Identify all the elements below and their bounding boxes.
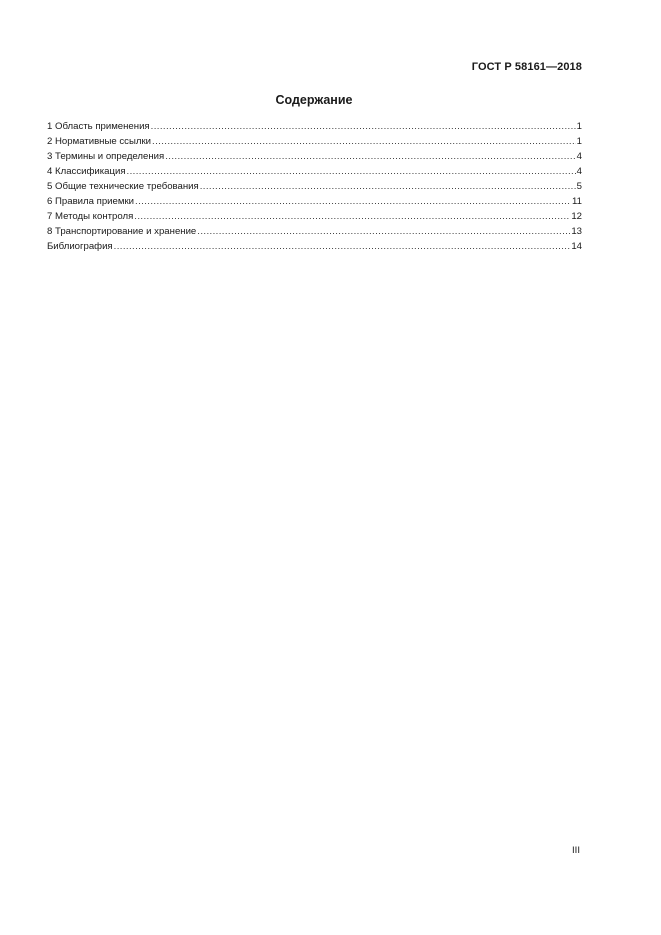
toc-leader-dots <box>200 179 576 194</box>
toc-item-page: 4 <box>576 151 582 162</box>
document-number: ГОСТ Р 58161—2018 <box>471 61 582 73</box>
toc-item-page: 1 <box>576 136 582 147</box>
toc-item-page: 11 <box>572 196 582 207</box>
toc-item-normative-references[interactable] <box>47 134 582 149</box>
toc-item-page: 12 <box>571 211 582 222</box>
toc-leader-dots <box>127 164 576 179</box>
toc-item-page: 5 <box>576 181 582 192</box>
toc-item-label: 3 Термины и определения <box>47 151 165 162</box>
toc-item-terms-definitions[interactable] <box>47 149 582 164</box>
toc-leader-dots <box>197 224 570 239</box>
toc-leader-dots <box>165 149 575 164</box>
toc-item-test-methods[interactable] <box>47 209 582 224</box>
toc-item-label: 8 Транспортирование и хранение <box>47 226 197 237</box>
toc-item-label: 7 Методы контроля <box>47 211 134 222</box>
toc-item-label: Библиография <box>47 241 113 252</box>
toc-item-label: 5 Общие технические требования <box>47 181 199 192</box>
toc-item-label: 2 Нормативные ссылки <box>47 136 152 147</box>
toc-item-technical-requirements[interactable] <box>47 179 582 194</box>
toc-leader-dots <box>152 134 576 149</box>
toc-item-acceptance-rules[interactable] <box>47 194 582 209</box>
toc-leader-dots <box>151 119 576 134</box>
toc-item-transport-storage[interactable] <box>47 224 582 239</box>
toc-item-label: 4 Классификация <box>47 166 126 177</box>
toc-leader-dots <box>135 194 571 209</box>
toc-item-page: 4 <box>576 166 582 177</box>
toc-item-label: 1 Область применения <box>47 121 150 132</box>
toc-item-classification[interactable] <box>47 164 582 179</box>
toc-item-scope[interactable] <box>47 119 582 134</box>
toc-title: Содержание <box>275 93 353 107</box>
toc-leader-dots <box>134 209 570 224</box>
toc-item-bibliography[interactable] <box>47 239 582 254</box>
toc-leader-dots <box>114 239 571 254</box>
toc-item-page: 13 <box>571 226 582 237</box>
toc-item-page: 1 <box>576 121 582 132</box>
toc-item-label: 6 Правила приемки <box>47 196 134 207</box>
page-number: III <box>572 845 580 856</box>
toc-item-page: 14 <box>571 241 582 252</box>
table-of-contents <box>47 119 582 254</box>
